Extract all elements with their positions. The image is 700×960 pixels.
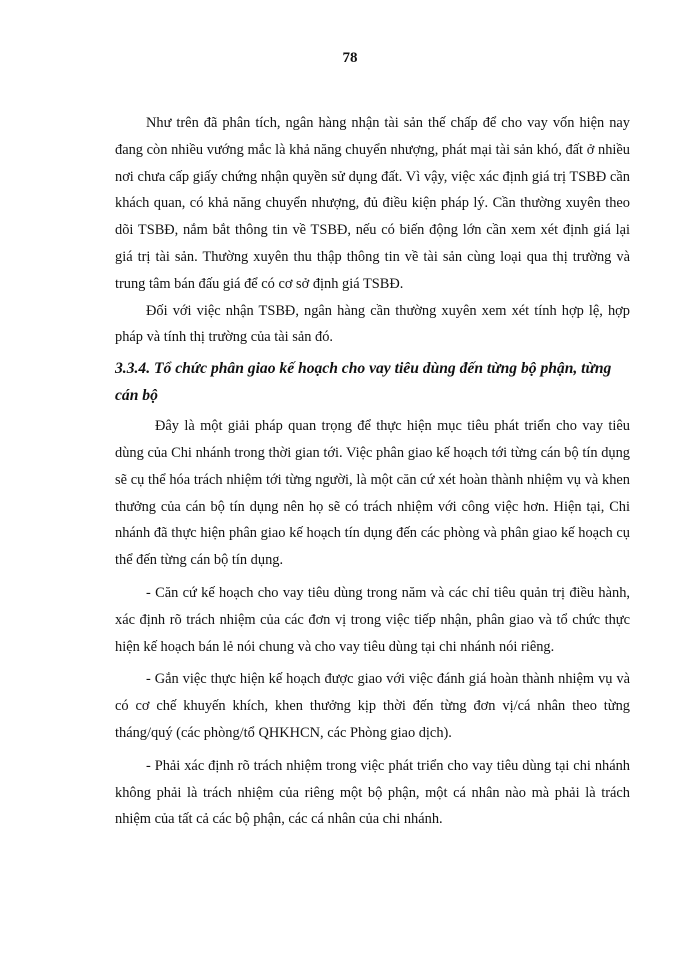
page-number: 78 <box>342 50 358 66</box>
paragraph-collateral-acceptance: Đối với việc nhận TSBĐ, ngân hàng cần thường xuyên xem xét tính hợp lệ, hợp pháp và tính thị trường của tài sản đó. <box>115 302 630 346</box>
bullet-item: - Căn cứ kế hoạch cho vay tiêu dùng trong năm và các chỉ tiêu quản trị điều hành, xác định rõ trách nhiệm của các đơn vị trong việc tiếp nhận, phân giao và tổ chức thực hiện kế hoạch bán lẻ nói chung và cho vay tiêu dùng tại chi nhánh nói riêng. <box>115 584 630 655</box>
bullet-item: - Gắn việc thực hiện kế hoạch được giao với việc đánh giá hoàn thành nhiệm vụ và có cơ chế khuyến khích, khen thưởng kịp thời đến từng đơn vị/cá nhân theo từng tháng/quý (các phòng/tổ QHKHCN, các Phòng giao dịch). <box>115 671 630 741</box>
section-heading: 3.3.4. Tổ chức phân giao kế hoạch cho vay tiêu dùng đến từng bộ phận, từng cán bộ <box>115 360 612 405</box>
section-intro-paragraph: Đây là một giải pháp quan trọng để thực hiện mục tiêu phát triển cho vay tiêu dùng của Chi nhánh trong thời gian tới. Việc phân giao kế hoạch tới từng cán bộ tín dụng sẽ cụ thể hóa trách nhiệm tới từng người, là một căn cứ xét hoàn thành nhiệm vụ và khen thưởng của cán bộ tín dụng nên họ sẽ có trách nhiệm với công việc hơn. Hiện tại, Chi nhánh đã thực hiện phân giao kế hoạch tín dụng đến các phòng và phân giao kế hoạch cụ thể đến từng cán bộ tín dụng. <box>115 418 630 569</box>
paragraph-collateral-valuation: Như trên đã phân tích, ngân hàng nhận tài sản thế chấp để cho vay vốn hiện nay đang còn nhiều vướng mắc là khả năng chuyển nhượng, phát mại tài sản khó, đất ở nhiều nơi chưa cấp giấy chứng nhận quyền sử dụng đất. Vì vậy, việc xác định giá trị TSBĐ cần khách quan, có khả năng chuyển nhượng, đủ điều kiện pháp lý. Cần thường xuyên theo dõi TSBĐ, nắm bắt thông tin về TSBĐ, nếu có biến động lớn cần xem xét định giá lại giá trị tài sản. Thường xuyên thu thập thông tin về tài sản cùng loại qua thị trường và trung tâm bán đấu giá để có cơ sở định giá TSBĐ. <box>115 115 630 292</box>
bullet-item: - Phải xác định rõ trách nhiệm trong việc phát triển cho vay tiêu dùng tại chi nhánh không phải là trách nhiệm của riêng một bộ phận, một cá nhân nào mà phải là trách nhiệm của tất cả các bộ phận, các cá nhân của chi nhánh. <box>115 757 630 828</box>
document-body <box>115 110 630 833</box>
